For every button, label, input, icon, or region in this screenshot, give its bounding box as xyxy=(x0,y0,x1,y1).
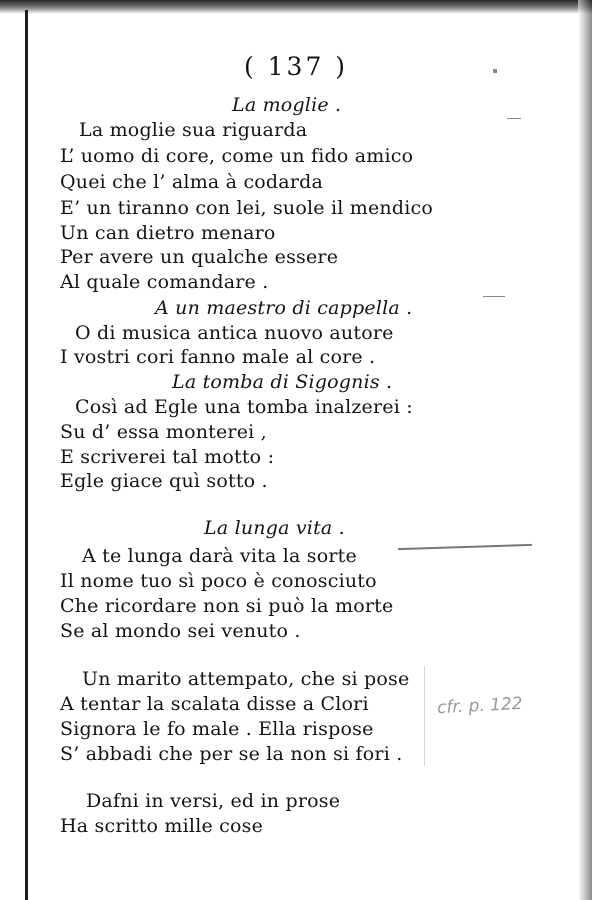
page-right-edge xyxy=(578,0,592,900)
page-top-edge xyxy=(0,0,592,14)
verse-line: I vostri cori fanno male al core . xyxy=(60,346,376,368)
verse-line: Un marito attempato, che si pose xyxy=(82,668,410,690)
verse-line: Per avere un qualche essere xyxy=(60,246,339,268)
verse-line: E scriverei tal motto : xyxy=(60,446,275,468)
verse-line: La moglie sua riguarda xyxy=(79,119,308,141)
verse-line: Su d’ essa monterei , xyxy=(60,421,267,443)
verse-line: Così ad Egle una tomba inalzerei : xyxy=(75,396,413,418)
gutter-line xyxy=(25,10,28,900)
verse-line: E’ un tiranno con lei, suole il mendico xyxy=(60,197,433,219)
verse-line: Egle giace quì sotto . xyxy=(60,470,268,492)
ink-speck xyxy=(493,69,497,73)
heading-la-tomba-di-sigognis: La tomba di Sigognis . xyxy=(172,371,393,393)
heading-la-lunga-vita: La lunga vita . xyxy=(204,517,345,539)
pencil-stroke xyxy=(398,544,532,550)
marginal-note: cfr. p. 122 xyxy=(436,693,524,719)
marginal-pencil-mark xyxy=(424,666,425,766)
verse-line: S’ abbadi che per se la non si fori . xyxy=(60,743,403,765)
verse-line: Quei che l’ alma à codarda xyxy=(60,171,323,193)
ink-speck xyxy=(483,296,505,297)
verse-line: A te lunga darà vita la sorte xyxy=(82,545,357,567)
verse-line: Dafni in versi, ed in prose xyxy=(86,790,341,812)
verse-line: Un can dietro menaro xyxy=(60,222,276,244)
verse-line: L’ uomo di core, come un fido amico xyxy=(60,145,414,167)
verse-line: Signora le fo male . Ella rispose xyxy=(60,718,374,740)
verse-line: Il nome tuo sì poco è conosciuto xyxy=(60,570,377,592)
verse-line: Ha scritto mille cose xyxy=(60,815,264,837)
heading-la-moglie: La moglie . xyxy=(232,94,342,116)
page-number: ( 137 ) xyxy=(243,52,349,81)
verse-line: Se al mondo sei venuto . xyxy=(60,620,301,642)
verse-line: Che ricordare non si può la morte xyxy=(60,595,394,617)
verse-line: Al quale comandare . xyxy=(60,271,269,293)
heading-a-un-maestro-di-cappella: A un maestro di cappella . xyxy=(155,297,413,319)
ink-speck xyxy=(507,118,521,119)
verse-line: O di musica antica nuovo autore xyxy=(75,322,394,344)
verse-line: A tentar la scalata disse a Clori xyxy=(60,693,369,715)
